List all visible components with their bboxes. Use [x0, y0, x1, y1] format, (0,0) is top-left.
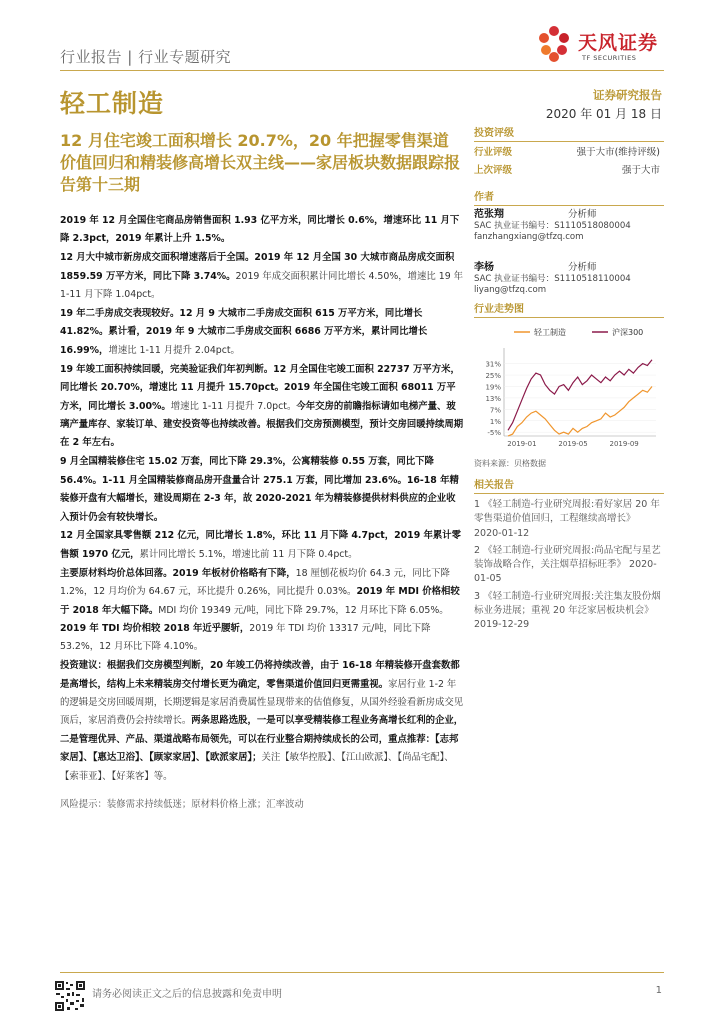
rating-section-title: 投资评级	[474, 124, 664, 142]
legend-label: 轻工制造	[534, 328, 566, 337]
previous-rating-row	[474, 162, 664, 178]
report-title: 12 月住宅竣工面积增长 20.7%，20 年把握零售渠道价值回归和精装修高增长双主线——家居板块数据跟踪报告第十三期	[60, 131, 461, 194]
y-tick-label: 7%	[489, 406, 501, 415]
author-license: SAC 执业证书编号：S1110518080004	[474, 220, 631, 231]
report-date: 2020 年 01 月 18 日	[545, 107, 662, 121]
series-line	[508, 387, 652, 437]
y-tick-label: 13%	[485, 394, 501, 403]
company-logo	[532, 22, 672, 68]
authors-section	[474, 188, 664, 312]
related-section	[474, 476, 664, 633]
related-section-title: 相关报告	[474, 476, 664, 494]
related-list	[474, 498, 664, 633]
author-email[interactable]: liyang@tfzq.com	[474, 285, 547, 295]
qr-code-icon	[54, 980, 86, 1012]
industry-rating-row	[474, 144, 664, 160]
author-title: 分析师	[568, 209, 597, 220]
y-tick-label: -5%	[487, 429, 501, 438]
industry-name: 轻工制造	[60, 89, 165, 118]
page-number: 1	[655, 985, 662, 996]
logo-en-text: TF SECURITIES	[582, 54, 637, 62]
footer-disclaimer: 请务必阅读正文之后的信息披露和免责申明	[92, 989, 282, 1000]
y-tick-label: 19%	[485, 383, 501, 392]
summary-paragraph: 19 年竣工面积持续回暖，完美验证我们年初判断。12 月全国住宅竣工面积 22737 万平方米，同比增长 20.70%，增速比 11 月提升 15.70pct。2019 年全国住宅竣工面积 68011 万平方米，同比增长 3.00%。增速比 1-11 月提升 7.0pct。今年交房的前瞻指标请如电梯产量、玻璃产量库存、家装订单、建安投资等也持续改善。根据我们交房预测模型，预计交房回暖持续周期在 2 年左右。	[60, 363, 464, 449]
related-report-link[interactable]: 2 《轻工制造-行业研究周报:尚品宅配与星艺装饰战略合作，关注烟草招标旺季》 2020-01-05	[474, 544, 661, 585]
y-tick-label: 25%	[485, 372, 501, 381]
x-tick-label: 2019-05	[558, 440, 588, 448]
prev-rating-value: 强于大市	[621, 165, 660, 176]
legend-label: 沪深300	[612, 328, 644, 337]
trend-section-title: 行业走势图	[474, 300, 664, 318]
series-line	[508, 360, 652, 431]
summary-paragraph: 9 月全国精装修住宅 15.02 万套，同比下降 29.3%，公寓精装修 0.55 万套，同比下降 56.4%。1-11 月全国精装修商品房开盘量合计 275.1 万套，同比增加 23.6%。16-18 年精装修开盘有大幅增长，建设周期在 2-3 年，故 2020-2021 年为精装修提供材料供应的企业收入预计仍会有较快增长。	[60, 456, 459, 523]
summary-paragraph: 主要原材料均价总体回落。2019 年板材价格略有下降，18 厘刨花板均价 64.3 元，同比下降 1.2%，12 月均价为 64.67 元，环比提升 0.26%，同比提升 0.03%。2019 年 MDI 价格相较于 2018 年大幅下降。MDI 均价 19349 元/吨，同比下降 29.7%，12 月环比下降 6.05%。2019 年 TDI 均价相较 2018 年近乎腰斩，2019 年 TDI 均价 13317 元/吨，同比下降 53.2%，12 月环比下降 4.10%。	[60, 567, 460, 653]
author-email[interactable]: fanzhangxiang@tfzq.com	[474, 232, 584, 242]
related-report-link[interactable]: 1 《轻工制造-行业研究周报:看好家居 20 年零售渠道价值回归，工程继续高增长》 2020-01-12	[474, 499, 660, 539]
author-name: 李杨	[474, 262, 494, 273]
report-type: 证券研究报告	[593, 88, 662, 102]
author-license: SAC 执业证书编号：S1110518110004	[474, 273, 631, 284]
rating-label: 行业评级	[474, 147, 513, 158]
related-report-link[interactable]: 3 《轻工制造-行业研究周报:关注集友股份烟标业务进展；重视 20 年泛家居板块机会》 2019-12-29	[474, 590, 661, 631]
rating-value: 强于大市(维持评级)	[576, 147, 660, 158]
logo-flower-icon	[532, 22, 576, 66]
trend-section	[474, 300, 664, 469]
report-category: 行业报告 | 行业专题研究	[60, 48, 232, 66]
summary-body	[60, 212, 464, 815]
summary-paragraph: 投资建议：根据我们交房模型判断，20 年竣工仍将持续改善，由于 16-18 年精装修开盘套数都是高增长，结构上未来精装房交付增长更为确定，零售渠道价值回归更需重视。家居行业 1-2 年的逻辑是交房回暖周期，长期逻辑是家居消费属性显现带来的估值修复，从国外经验看新房成交见顶后，家居消费仍会持续增长。两条思路选股，一是可以享受精装修工程业务高增长红利的企业，二是管理优异、产品、渠道战略布局领先，可以在行业整合期持续成长的公司，重点推荐：【志邦家居】、【惠达卫浴】、【顾家家居】、【欧派家居】；关注【敏华控股】、【江山欧派】、【尚品宅配】、【索菲亚】、【好莱客】等。	[60, 660, 464, 782]
y-tick-label: 31%	[485, 360, 501, 369]
y-tick-label: 1%	[489, 417, 501, 426]
author-title: 分析师	[568, 262, 597, 273]
rating-section	[474, 124, 664, 178]
summary-paragraph: 19 年二手房成交表现较好。12 月 9 大城市二手房成交面积 615 万平方米，同比增长 41.82%。累计看，2019 年 9 大城市二手房成交面积 6686 万平方米，累计同比增长 16.99%，增速比 1-11 月提升 2.04pct。	[60, 308, 428, 356]
footer-divider	[60, 972, 664, 973]
authors-section-title: 作者	[474, 188, 664, 206]
trend-chart-svg	[474, 318, 664, 454]
trend-chart	[474, 318, 664, 454]
x-tick-label: 2019-09	[609, 440, 639, 448]
author-name: 范张翔	[474, 209, 504, 220]
author-card	[474, 209, 664, 259]
summary-paragraph: 12 月大中城市新房成交面积增速落后于全国。2019 年 12 月全国 30 大城市商品房成交面积 1859.59 万平方米，同比下降 3.74%。2019 年成交面积累计同比增长 4.50%，增速比 19 年 1-11 月下降 1.04pct。	[60, 252, 464, 301]
prev-rating-label: 上次评级	[474, 165, 513, 176]
risk-warning: 风险提示：装修需求持续低迷；原材料价格上涨；汇率波动	[60, 799, 304, 811]
logo-cn-text: 天风证券	[578, 32, 659, 54]
summary-paragraph: 12 月全国家具零售额 212 亿元，同比增长 1.8%，环比 11 月下降 4.7pct，2019 年累计零售额 1970 亿元，累计同比增长 5.1%，增速比前 11 月下降 0.4pct。	[60, 530, 461, 560]
header-divider	[60, 70, 664, 71]
chart-source: 资料来源：贝格数据	[474, 459, 546, 468]
summary-paragraph: 2019 年 12 月全国住宅商品房销售面积 1.93 亿平方米，同比增长 0.6%，增速环比 11 月下降 2.3pct，2019 年累计上升 1.5%。	[60, 215, 460, 245]
x-tick-label: 2019-01	[507, 440, 537, 448]
